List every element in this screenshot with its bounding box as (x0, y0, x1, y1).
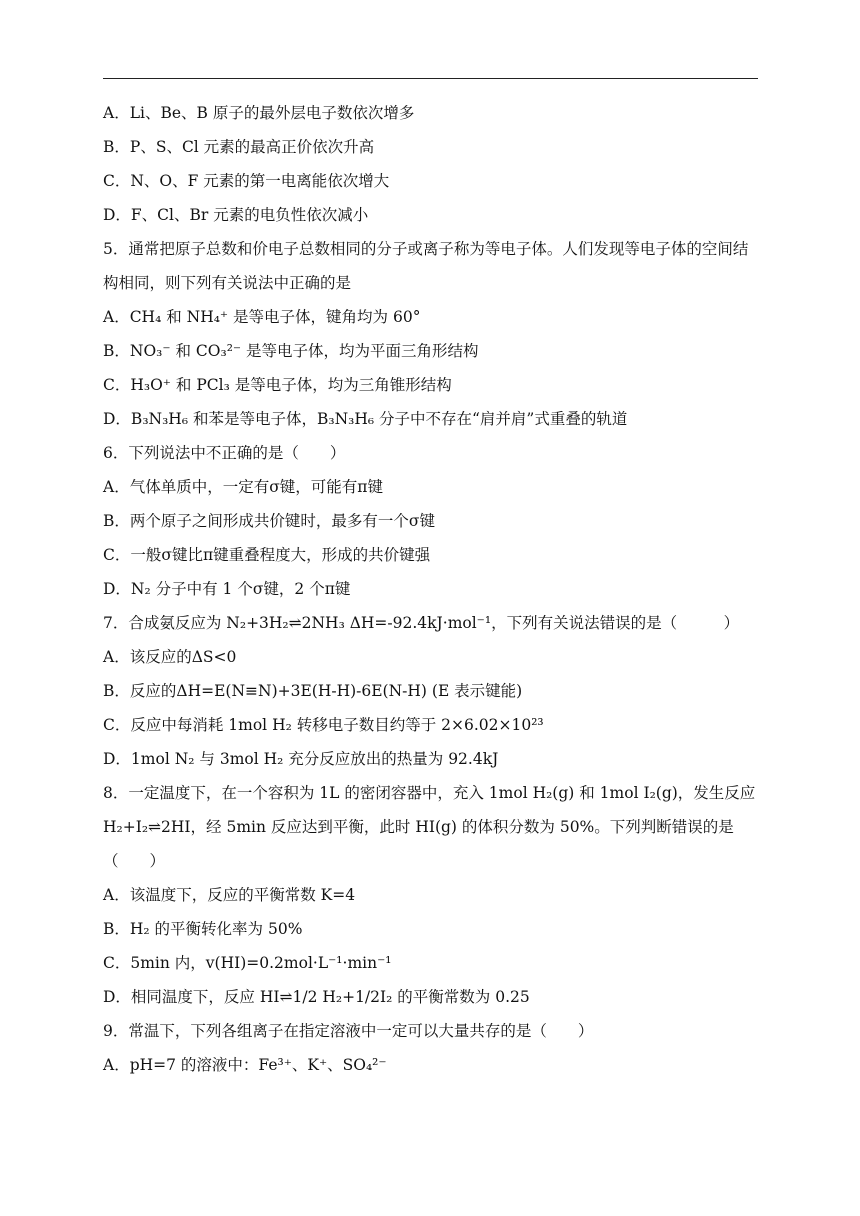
question-6: 6．下列说法中不正确的是（ ） (103, 444, 346, 462)
option-7a: A．该反应的ΔS<0 (103, 648, 237, 666)
option-6a: A．气体单质中，一定有σ键，可能有π键 (103, 478, 383, 496)
option-8a: A．该温度下，反应的平衡常数 K=4 (103, 886, 356, 904)
document-body (103, 96, 763, 1082)
question-9: 9．常温下，下列各组离子在指定溶液中一定可以大量共存的是（ ） (103, 1022, 594, 1040)
header-rule (103, 78, 758, 79)
option-4d: D．F、Cl、Br 元素的电负性依次减小 (103, 206, 369, 224)
option-5c: C．H₃O⁺ 和 PCl₃ 是等电子体，均为三角锥形结构 (103, 376, 452, 394)
option-8b: B．H₂ 的平衡转化率为 50% (103, 920, 303, 938)
option-6c: C．一般σ键比π键重叠程度大，形成的共价键强 (103, 546, 431, 564)
option-9a: A．pH=7 的溶液中：Fe³⁺、K⁺、SO₄²⁻ (103, 1056, 387, 1074)
option-4a: A．Li、Be、B 原子的最外层电子数依次增多 (103, 104, 415, 122)
option-4b: B．P、S、Cl 元素的最高正价依次升高 (103, 138, 375, 156)
question-5: 5．通常把原子总数和价电子总数相同的分子或离子称为等电子体。人们发现等电子体的空间结构相同，则下列有关说法中正确的是 (103, 240, 749, 292)
option-6d: D．N₂ 分子中有 1 个σ键，2 个π键 (103, 580, 351, 598)
option-8c: C．5min 内，v(HI)=0.2mol·L⁻¹·min⁻¹ (103, 954, 392, 972)
option-5a: A．CH₄ 和 NH₄⁺ 是等电子体，键角均为 60° (103, 308, 421, 326)
option-8d: D．相同温度下，反应 HI⇌1/2 H₂+1/2I₂ 的平衡常数为 0.25 (103, 988, 530, 1006)
option-7c: C．反应中每消耗 1mol H₂ 转移电子数目约等于 2×6.02×10²³ (103, 716, 544, 734)
option-6b: B．两个原子之间形成共价键时，最多有一个σ键 (103, 512, 435, 530)
option-5b: B．NO₃⁻ 和 CO₃²⁻ 是等电子体，均为平面三角形结构 (103, 342, 479, 360)
option-4c: C．N、O、F 元素的第一电离能依次增大 (103, 172, 390, 190)
option-5d: D．B₃N₃H₆ 和苯是等电子体，B₃N₃H₆ 分子中不存在“肩并肩”式重叠的轨道 (103, 410, 628, 428)
question-8: 8．一定温度下，在一个容积为 1L 的密闭容器中，充入 1mol H₂(g) 和 1mol I₂(g)，发生反应 H₂+I₂⇌2HI，经 5min 反应达到平衡，此时 HI(g) 的体积分数为 50%。下列判断错误的是（ ） (103, 784, 756, 870)
question-7: 7．合成氨反应为 N₂+3H₂⇌2NH₃ ΔH=-92.4kJ·mol⁻¹，下列有关说法错误的是（ ） (103, 614, 740, 632)
option-7b: B．反应的ΔH=E(N≡N)+3E(H-H)-6E(N-H) (E 表示键能) (103, 682, 523, 700)
option-7d: D．1mol N₂ 与 3mol H₂ 充分反应放出的热量为 92.4kJ (103, 750, 499, 768)
